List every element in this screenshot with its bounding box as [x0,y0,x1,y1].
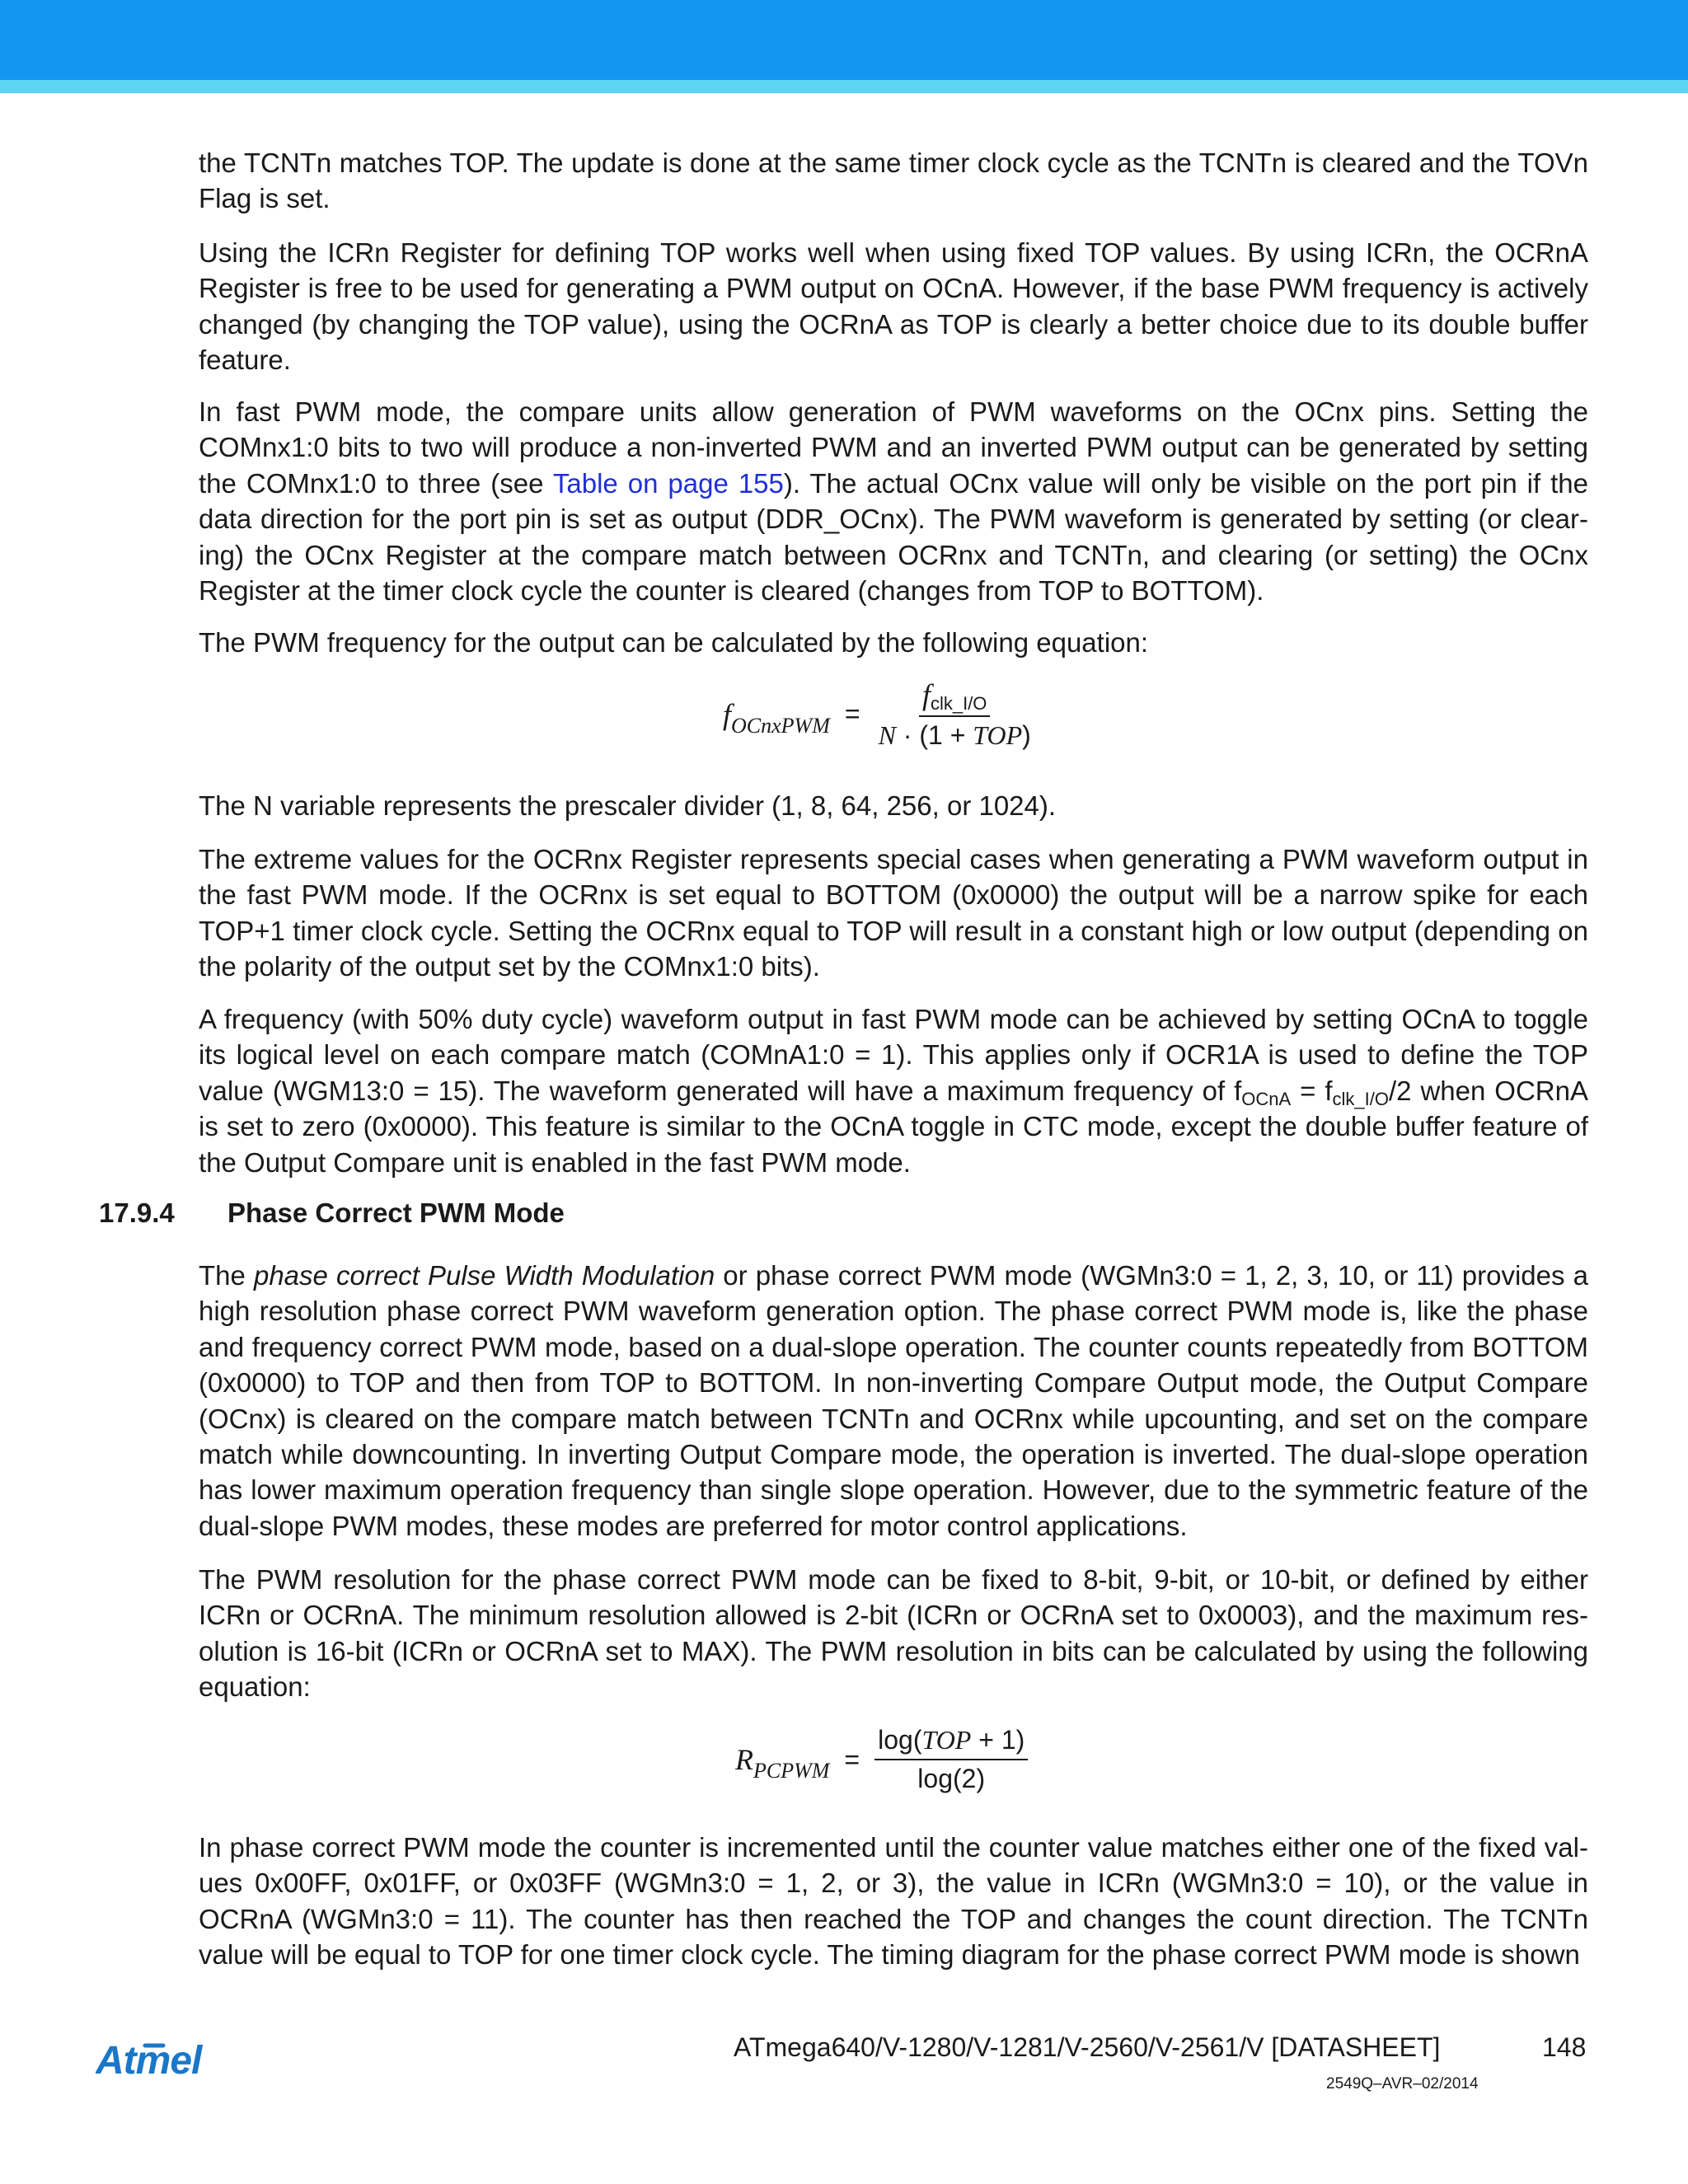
pwm-frequency-equation [723,677,1034,751]
equation-1-lhs [723,697,830,738]
paragraph-8 [199,1258,1588,1544]
equation-2-fraction [874,1725,1028,1794]
paragraph-2-text: Using the ICRn Register for defining TOP works well when using fixed TOP values. By using ICRn, the OCRnA Register is free to be used for generating a PWM output on OCnA. However, if the base PWM frequency is actively changed (by changing the TOP value), using the OCRnA as TOP is clearly a better choice due to its double buffer feature. [199,237,1588,376]
equation-2-num-log: log [878,1725,913,1755]
paragraph-7 [199,1001,1588,1180]
equation-2-lhs [735,1742,830,1783]
paragraph-3 [199,394,1588,608]
paragraph-3-text-start: In fast PWM mode, the compare units allow generation of PWM waveforms on the OCnx pins. Setting the COMnx1:0 bits to two will produce a non-inverted PWM and an inverted PWM output can be generated by setting the COMnx1:0 to three (see [199,396,1588,499]
equation-1-lhs-symbol: f [723,697,732,731]
equation-1-num-subscript: clk_I/O [930,693,987,714]
section-number: 17.9.4 [99,1197,175,1228]
paragraph-8-end: or phase correct PWM mode (WGMn3:0 = 1, 2, 3, 10, or 11) provides a high resolution phase correct PWM waveform generation option. The phase correct PWM mode is, like the phase and frequency correct PWM mode, based on a dual-slope operation. The counter counts repeatedly from BOTTOM (0x0000) to TOP and then from TOP to BOTTOM. In non-inverting Compare Output mode, the Output Compare (OCnx) is cleared on the compare match between TCNTn and OCRnx while upcounting, and set on the compare match while downcounting. In inverting Output Compare mode, the operation is inverted. The dual-slope operation has lower maximum operation frequency than single slope operation. However, due to the symmetric feature of the dual-slope PWM modes, these modes are preferred for motor control applications. [199,1260,1588,1541]
equation-1-numerator [919,677,990,717]
equation-1-lhs-subscript: OCnxPWM [731,713,830,738]
equation-1-denominator [875,717,1034,751]
atmel-logo [96,2034,244,2096]
paragraph-7-subscript-ocna: OCnA [1241,1088,1292,1109]
equation-2-lhs-subscript: PCPWM [753,1759,830,1783]
paragraph-8-text [199,1258,1588,1544]
equation-1-fraction [875,677,1034,751]
equation-2-denominator [914,1760,988,1794]
paragraph-7-part-2: = f [1291,1075,1333,1106]
paragraph-6 [199,841,1588,985]
equation-1-den-close: ) [1022,720,1031,750]
equation-1-den-one: 1 [928,720,943,750]
footer-page-number: 148 [1542,2032,1587,2062]
paragraph-7-subscript-clk: clk_I/O [1332,1088,1389,1109]
paragraph-7-text [199,1001,1588,1180]
paragraph-10-text: In phase correct PWM mode the counter is incremented until the counter value matches either one of the fixed values 0x00FF, 0x01FF, or 0x03FF (WGMn3:0 = 1, 2, or 3), the value in ICRn (WGMn3:0 = 10), or the value in OCRnA (WGMn3:0 = 11). The counter has then reached the TOP and changes the count direction. The TCNTn value will be equal to TOP for one timer clock cycle. The timing diagram for the phase correct PWM mode is shown [199,1832,1588,1971]
paragraph-8-start: The [199,1260,254,1291]
equation-1-den-dot: · ( [895,720,928,750]
paragraph-7-part-3: /2 when OCRnA is set to zero (0x0000). This feature is similar to the OCnA toggle in CTC mode, except the double buffer feature of the Output Compare unit is enabled in the fast PWM mode. [199,1075,1588,1178]
equation-1-den-n: N [878,720,896,750]
paragraph-4-text: The PWM frequency for the output can be calculated by the following equation: [199,627,1149,658]
equation-2-den-log: log [917,1764,953,1793]
table-reference-link[interactable]: Table on page 155 [552,467,784,499]
equation-1-num-symbol: f [921,678,931,711]
atmel-logo-wordmark: Atmel [96,2039,202,2083]
equation-1-den-top: TOP [973,720,1023,750]
paragraph-8-emphasis: phase correct Pulse Width Modulation [253,1260,715,1291]
footer-document-title: ATmega640/V-1280/V-1281/V-2560/V-2561/V [DATASHEET] [734,2032,1441,2062]
section-title: Phase Correct PWM Mode [227,1197,565,1228]
equation-1-den-plus: + [942,720,973,750]
equation-2-num-top: TOP [921,1725,972,1755]
atmel-logo-graphic [96,2034,244,2092]
paragraph-6-text: The extreme values for the OCRnx Register represents special cases when generating a PWM waveform output in the fast PWM mode. If the OCRnx is set equal to BOTTOM (0x0000) the output will be a narrow spike for each TOP+1 timer clock cycle. Setting the OCRnx equal to TOP will result in a constant high or low output (depending on the polarity of the output set by the COMnx1:0 bits). [199,844,1588,982]
equation-2-equals: = [844,1744,860,1774]
equation-2-num-open: ( [912,1725,922,1755]
paragraph-2 [199,235,1588,378]
paragraph-1 [199,145,1588,217]
paragraph-3-text [199,394,1588,608]
equation-1-equals: = [844,699,860,729]
equation-2-num-close: ) [1015,1725,1025,1755]
header-stripe [0,80,1688,93]
paragraph-9 [199,1562,1588,1705]
equation-2-num-plus: + [971,1725,1001,1755]
paragraph-4 [199,625,1588,660]
equation-2-lhs-symbol: R [735,1743,753,1776]
paragraph-5 [199,788,1588,823]
equation-2-den-arg: (2) [952,1764,986,1793]
paragraph-3-text-end: ). The actual OCnx value will only be visible on the port pin if the data direction for the port pin is set as output (DDR_OCnx). The PWM waveform is generated by setting (or clearing) the OCnx Register at the compare match between OCRnx and TCNTn, and clearing (or setting) the OCnx Register at the timer clock cycle the counter is cleared (changes from TOP to BOTTOM). [199,467,1589,607]
header-bar [0,0,1688,80]
footer-document-id: 2549Q–AVR–02/2014 [1326,2075,1479,2093]
equation-2-numerator [874,1725,1028,1760]
paragraph-9-text: The PWM resolution for the phase correct PWM mode can be fixed to 8-bit, 9-bit, or 10-bit, or defined by either ICRn or OCRnA. The minimum resolution allowed is 2-bit (ICRn or OCRnA set to 0x0003), and the maximum resolution is 16-bit (ICRn or OCRnA set to MAX). The PWM resolution in bits can be calculated by using the following equation: [199,1564,1588,1703]
paragraph-7-part-1: A frequency (with 50% duty cycle) waveform output in fast PWM mode can be achieved by setting OCnA to toggle its logical level on each compare match (COMnA1:0 = 1). This applies only if OCR1A is used to define the TOP value (WGM13:0 = 15). The waveform generated will have a maximum frequency of f [199,1004,1588,1106]
paragraph-10 [199,1830,1588,1973]
equation-2-num-one: 1 [1001,1725,1016,1755]
paragraph-5-text: The N variable represents the prescaler divider (1, 8, 64, 256, or 1024). [199,790,1057,821]
pwm-resolution-equation [735,1725,1028,1794]
paragraph-1-text: the TCNTn matches TOP. The update is done at the same timer clock cycle as the TCNTn is cleared and the TOVn Flag is set. [199,148,1588,214]
